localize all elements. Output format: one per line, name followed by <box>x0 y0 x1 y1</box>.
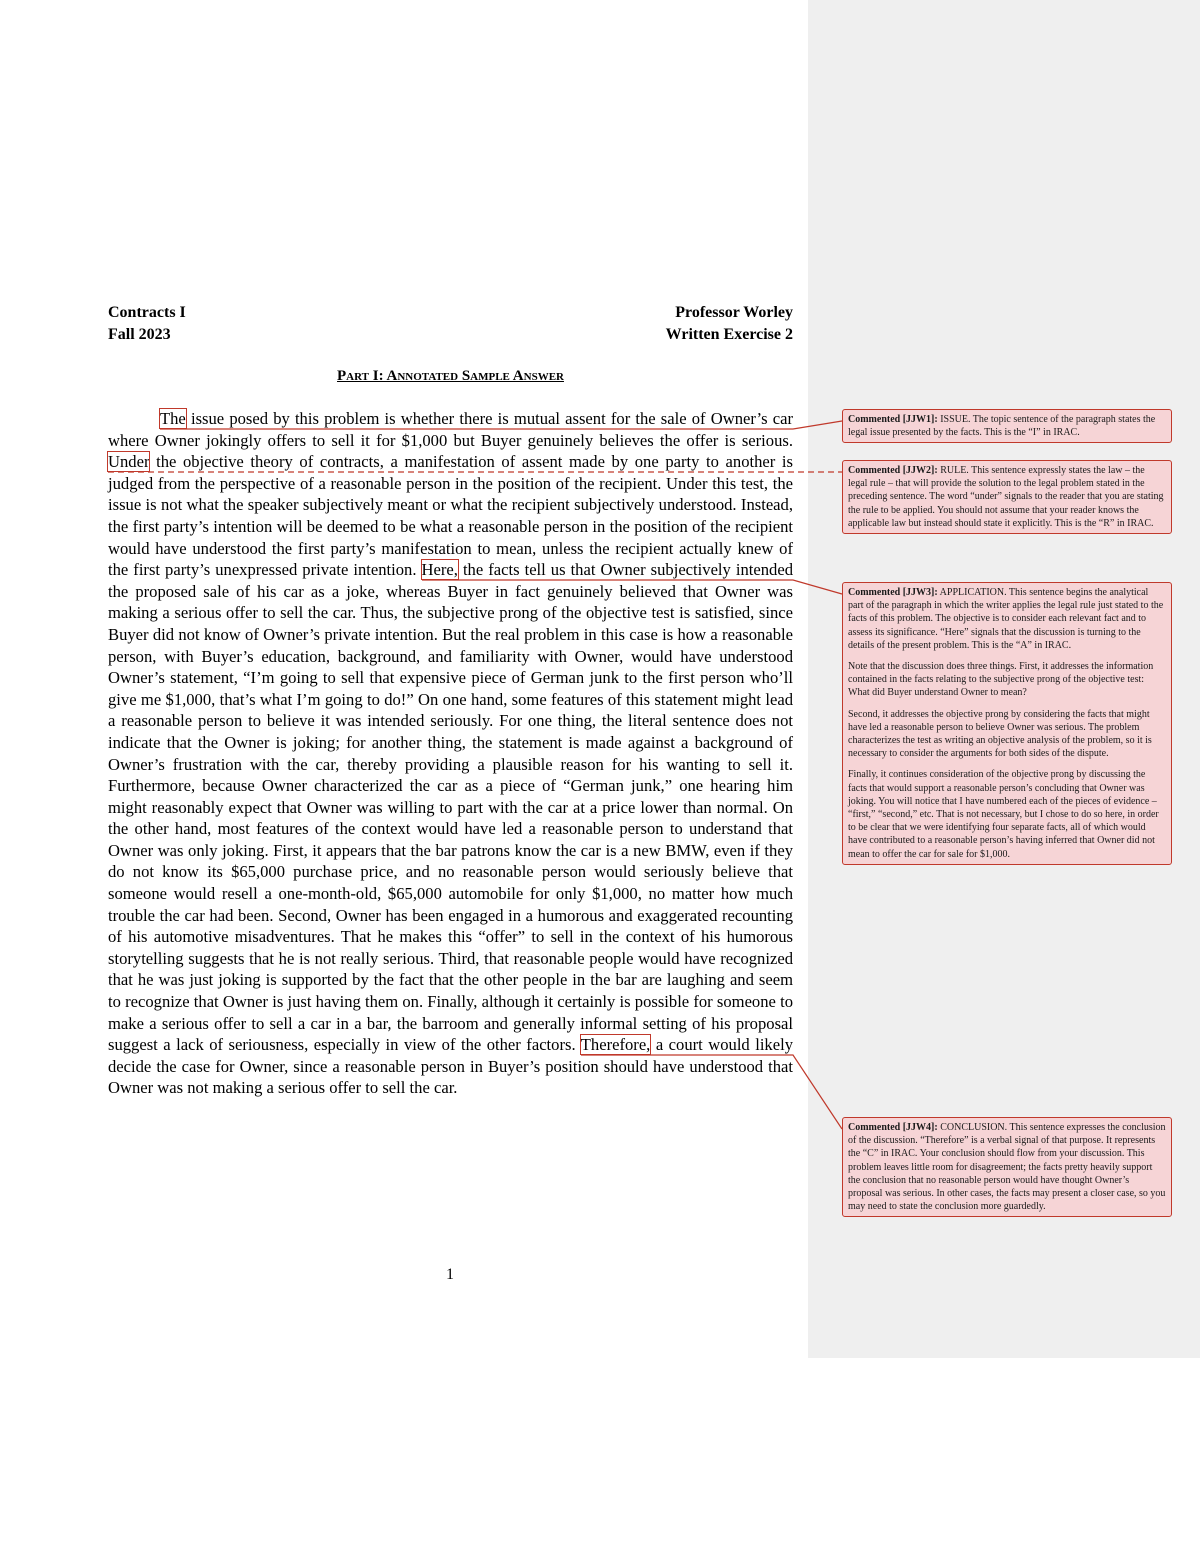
comment-box-2[interactable] <box>842 460 1172 534</box>
comment-box-1[interactable] <box>842 409 1172 443</box>
course-term: Fall 2023 <box>108 326 171 343</box>
comment-text: Finally, it continues consideration of the objective prong by discussing the facts that would support a reasonable person’s concluding that Owner was joking. You will notice that I have numbered each of the pieces of evidence – “first,” “second,” etc. That is not necessary, but I chose to do so here, in order to be clear that we were identifying four separate facts, all of which would have contributed to a reasonable person’s having inferred that Owner did not mean to offer the car for sale for $1,000. <box>848 769 1159 860</box>
comment-author: Commented [JJW3]: <box>848 587 938 598</box>
text-rule: the objective theory of contracts, a manifestation of assent made by one party to another is judged from the perspective of a reasonable person in the position of the recipient. Under this test, the issue is not what the speaker subjectively meant or what the recipient subjectively understood. Instead, the first party’s intention will be deemed to be what a reasonable person in the position of the recipient would have understood the first party’s manifestation to mean, unless the recipient actually knew of the first party’s unexpressed private intention. <box>108 452 793 580</box>
comment-text: ISSUE. The topic sentence of the paragraph states the legal issue presented by the facts. This is the “I” in IRAC. <box>848 414 1156 439</box>
comment-author: Commented [JJW1]: <box>848 414 938 425</box>
header-left <box>108 302 186 346</box>
comment-text: APPLICATION. This sentence begins the analytical part of the paragraph in which the writer applies the legal rule just stated to the facts of this problem. The objective is to consider each relevant fact and to assess its significance. “Here” signals that the discussion is turning to the details of the present problem. This is the “A” in IRAC. <box>848 587 1164 651</box>
comment-text: RULE. This sentence expressly states the law – the legal rule – that will provide the solution to the legal problem stated in the preceding sentence. The word “under” signals to the reader that you are stating the rule to be applied. You should not assume that your reader knows the applicable law but instead should state it explicitly. This is the “R” in IRAC. <box>848 465 1164 529</box>
comment-text: CONCLUSION. This sentence expresses the conclusion of the discussion. “Therefore” is a verbal signal of that purpose. It represents the “C” in IRAC. Your conclusion should flow from your discussion. This problem leaves little room for disagreement; the facts pretty heavily support the conclusion that no reasonable person would have thought Owner’s proposal was serious. In other cases, the facts may present a closer case, so you may need to state the conclusion more guardedly. <box>848 1122 1166 1213</box>
professor-name: Professor Worley <box>675 304 793 321</box>
comment-author: Commented [JJW4]: <box>848 1122 938 1133</box>
text-conclusion: a court would likely decide the case for Owner, since a reasonable person in Buyer’s position should have understood that Owner was not making a serious offer to sell the car. <box>108 1035 793 1098</box>
page-title: Part I: Annotated Sample Answer <box>337 368 564 384</box>
text-issue: issue posed by this problem is whether there is mutual assent for the sale of Owner’s car where Owner jokingly offers to sell it for $1,000 but Buyer genuinely believes the offer is serious. <box>108 409 793 450</box>
header-right <box>560 302 793 346</box>
comment-author: Commented [JJW2]: <box>848 465 938 476</box>
comment-text: Second, it addresses the objective prong by considering the facts that might have led a reasonable person to believe Owner was serious. The problem characterizes the test as writing an objective analysis of the problem, so it is necessary to consider the arguments for both sides of the dispute. <box>848 708 1152 760</box>
comment-text: Note that the discussion does three things. First, it addresses the information contained in the facts relating to the subjective prong of the objective test: What did Buyer understand Owner to mean? <box>848 661 1154 699</box>
comment-anchor-4[interactable]: Therefore, <box>580 1035 651 1055</box>
answer-paragraph <box>108 408 793 1099</box>
comment-box-3[interactable] <box>842 582 1172 865</box>
exercise-name: Written Exercise 2 <box>665 326 793 343</box>
comment-anchor-3[interactable]: Here, <box>421 560 458 580</box>
course-name: Contracts I <box>108 304 186 321</box>
page-number: 1 <box>446 1266 454 1283</box>
comment-box-4[interactable] <box>842 1117 1172 1217</box>
text-application: the facts tell us that Owner subjectively intended the proposed sale of his car as a joke, whereas Buyer in fact genuinely believed that Owner was making a serious offer to sell the car. Thus, the subjective prong of the objective test is satisfied, since Buyer did not know of Owner’s private intention. But the real problem in this case is how a reasonable person, with Buyer’s education, background, and familiarity with Owner, would have understood Owner’s statement, “I’m going to sell that expensive piece of German junk to the first person who’ll give me $1,000, that’s what I’m going to do!” On one hand, some features of this statement might lead a reasonable person to believe it was intended seriously. For one thing, the literal sentence does not indicate that the Owner is joking; for another thing, the statement is made against a background of Owner’s frustration with the car, thereby providing a plausible reason for his wanting to sell it. Furthermore, because Owner characterized the car as a piece of “German junk,” one hearing him might reasonably expect that Owner was willing to part with the car at a price lower than normal. On the other hand, most features of the context would have led a reasonable person to understand that Owner was only joking. First, it appears that the bar patrons know the car is a new BMW, even if they do not know its $65,000 purchase price, and no reasonable person would seriously believe that someone would resell a one-month-old, $65,000 automobile for only $1,000, no matter how much trouble the car had been. Second, Owner has been engaged in a humorous and exaggerated recounting of his automotive misadventures. That he makes this “offer” to sell in the context of his humorous storytelling suggests that he is not really serious. Third, that reasonable people would have recognized that he was just joking is supported by the fact that the other people in the bar are laughing and seem to recognize that Owner is just having them on. Finally, although it certainly is possible for someone to make a serious offer to sell a car in a bar, the barroom and generally informal setting of his proposal suggest a lack of seriousness, especially in view of the other factors. <box>108 560 793 1055</box>
comment-anchor-2[interactable]: Under <box>108 452 150 472</box>
comment-anchor-1[interactable]: The <box>160 409 186 428</box>
